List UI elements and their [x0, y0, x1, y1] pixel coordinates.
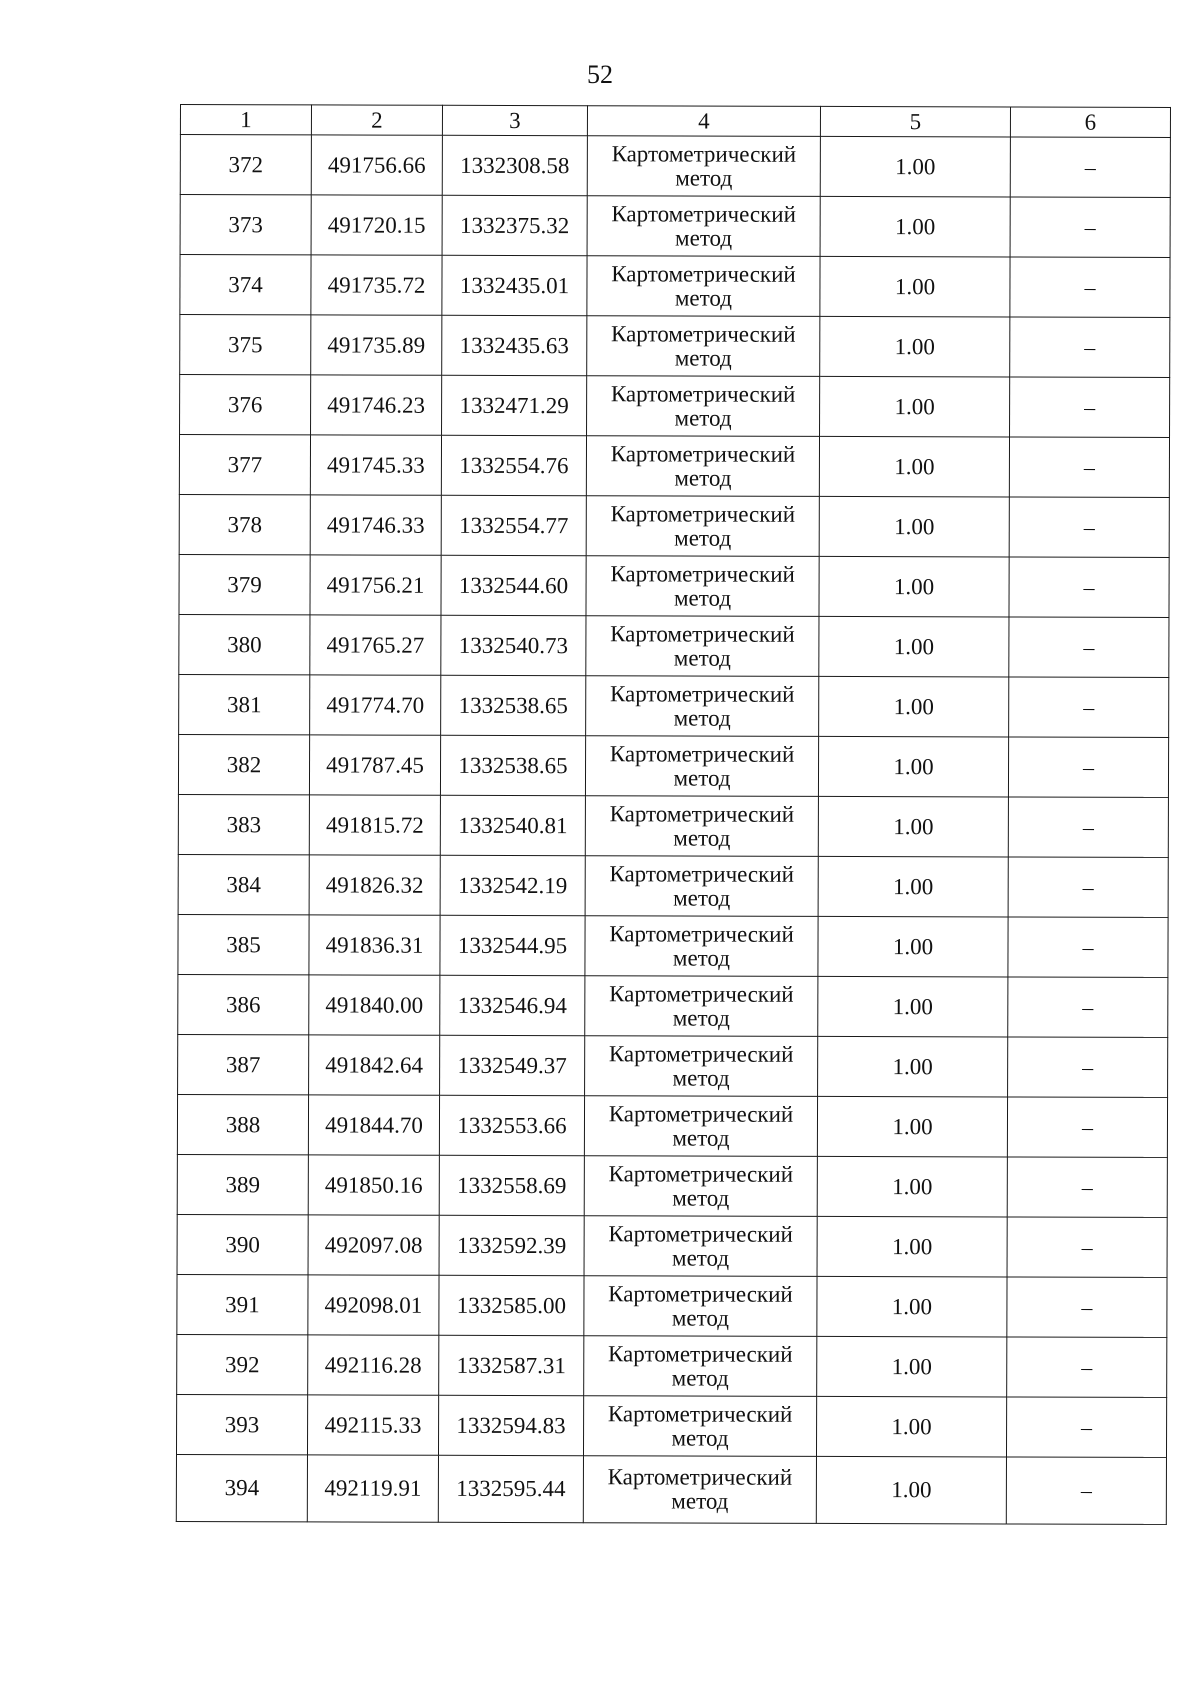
point-number-cell: 373: [180, 195, 311, 255]
accuracy-cell: 1.00: [819, 616, 1009, 677]
header-col-5: 5: [820, 106, 1010, 137]
y-coordinate-cell: 1332540.81: [440, 795, 585, 855]
note-cell: –: [1010, 137, 1170, 197]
method-cell: [587, 256, 820, 317]
point-number-cell: 378: [179, 494, 310, 554]
x-coordinate-cell: 491787.45: [309, 735, 440, 795]
header-col-3: 3: [442, 105, 587, 135]
table-row: [179, 674, 1169, 737]
method-line-2: метод: [673, 644, 731, 671]
x-coordinate-cell: 491756.66: [311, 135, 442, 195]
method-cell: [587, 316, 820, 377]
method-line-1: Картометрический: [609, 680, 795, 707]
y-coordinate-cell: 1332308.58: [442, 135, 587, 195]
table-row: [180, 135, 1170, 198]
method-line-2: метод: [671, 1304, 729, 1331]
note-cell: –: [1007, 1217, 1167, 1277]
accuracy-cell: 1.00: [820, 316, 1010, 377]
y-coordinate-cell: 1332544.60: [441, 555, 586, 615]
x-coordinate-cell: 491735.89: [311, 315, 442, 375]
method-cell: [585, 796, 818, 857]
note-cell: –: [1010, 377, 1170, 437]
method-line-2: метод: [674, 344, 732, 371]
method-cell: [587, 136, 820, 197]
method-line-1: Картометрический: [608, 1280, 793, 1307]
accuracy-cell: 1.00: [818, 856, 1008, 917]
note-cell: –: [1006, 1397, 1166, 1457]
header-col-4: 4: [587, 106, 820, 137]
method-line-2: метод: [675, 224, 733, 251]
note-cell: –: [1010, 257, 1170, 317]
method-cell: [584, 1156, 817, 1217]
method-cell: [587, 196, 820, 257]
method-cell: [585, 976, 818, 1037]
method-line-2: метод: [673, 704, 731, 731]
x-coordinate-cell: 491815.72: [309, 795, 440, 855]
point-number-cell: 380: [179, 614, 310, 674]
method-cell: [585, 1036, 818, 1097]
y-coordinate-cell: 1332554.76: [441, 435, 586, 495]
accuracy-cell: 1.00: [818, 736, 1008, 797]
point-number-cell: 384: [178, 854, 309, 914]
point-number-cell: 381: [179, 674, 310, 734]
y-coordinate-cell: 1332542.19: [440, 855, 585, 915]
method-line-2: метод: [671, 1364, 729, 1391]
note-cell: –: [1009, 677, 1169, 737]
method-line-1: Картометрический: [607, 1464, 793, 1490]
table-row: [180, 375, 1170, 438]
method-line-1: Картометрический: [611, 260, 796, 287]
point-number-cell: 392: [177, 1334, 308, 1394]
y-coordinate-cell: 1332375.32: [442, 195, 587, 255]
note-cell: –: [1008, 917, 1168, 977]
x-coordinate-cell: 491746.23: [311, 375, 442, 435]
point-number-cell: 382: [178, 734, 309, 794]
y-coordinate-cell: 1332585.00: [439, 1275, 584, 1335]
accuracy-cell: 1.00: [817, 1156, 1007, 1217]
note-cell: –: [1008, 797, 1168, 857]
method-line-1: Картометрический: [610, 440, 796, 467]
method-line-2: метод: [672, 1064, 730, 1091]
point-number-cell: 385: [178, 914, 309, 974]
accuracy-cell: 1.00: [819, 676, 1009, 737]
accuracy-cell: 1.00: [819, 496, 1009, 557]
x-coordinate-cell: 492116.28: [308, 1335, 439, 1395]
table-row: [176, 1394, 1166, 1457]
method-cell: [586, 436, 819, 497]
table-row: [179, 494, 1169, 557]
table-row: [180, 315, 1170, 378]
y-coordinate-cell: 1332553.66: [439, 1095, 584, 1155]
note-cell: –: [1007, 1277, 1167, 1337]
point-number-cell: 393: [176, 1394, 307, 1454]
note-cell: –: [1007, 1337, 1167, 1397]
point-number-cell: 376: [180, 375, 311, 435]
y-coordinate-cell: 1332546.94: [440, 975, 585, 1035]
method-line-1: Картометрический: [610, 380, 796, 407]
method-cell: [583, 1396, 816, 1457]
accuracy-cell: 1.00: [819, 436, 1009, 497]
method-cell: [585, 736, 818, 797]
point-number-cell: 386: [178, 974, 309, 1034]
x-coordinate-cell: 492098.01: [308, 1275, 439, 1335]
method-cell: [584, 1336, 817, 1397]
y-coordinate-cell: 1332554.77: [441, 495, 586, 555]
note-cell: –: [1009, 437, 1169, 497]
table-row: [180, 195, 1170, 258]
accuracy-cell: 1.00: [820, 196, 1010, 257]
method-line-1: Картометрический: [609, 800, 795, 827]
y-coordinate-cell: 1332587.31: [439, 1335, 584, 1395]
accuracy-cell: 1.00: [817, 1276, 1007, 1337]
method-cell: [587, 376, 820, 437]
point-number-cell: 391: [177, 1274, 308, 1334]
method-cell: [585, 856, 818, 917]
accuracy-cell: 1.00: [817, 1216, 1007, 1277]
note-cell: –: [1008, 977, 1168, 1037]
table-row: [177, 1334, 1167, 1397]
method-cell: [584, 1216, 817, 1277]
accuracy-cell: 1.00: [818, 976, 1008, 1037]
method-line-1: Картометрический: [608, 1220, 793, 1247]
table-row: [178, 914, 1168, 977]
accuracy-cell: 1.00: [817, 1096, 1007, 1157]
point-number-cell: 387: [178, 1034, 309, 1094]
table-row: [178, 974, 1168, 1037]
header-col-1: 1: [180, 105, 311, 135]
method-cell: [586, 556, 819, 617]
method-cell: [584, 1096, 817, 1157]
accuracy-cell: 1.00: [820, 136, 1010, 197]
method-line-1: Картометрический: [610, 500, 796, 527]
note-cell: –: [1010, 317, 1170, 377]
method-line-2: метод: [674, 464, 732, 491]
table-row: [179, 614, 1169, 677]
x-coordinate-cell: 492097.08: [308, 1215, 439, 1275]
y-coordinate-cell: 1332592.39: [439, 1215, 584, 1275]
method-line-2: метод: [671, 1424, 729, 1451]
y-coordinate-cell: 1332594.83: [438, 1395, 583, 1455]
y-coordinate-cell: 1332540.73: [441, 615, 586, 675]
method-line-2: метод: [672, 944, 731, 971]
table-row: [177, 1154, 1167, 1217]
y-coordinate-cell: 1332435.63: [442, 315, 587, 375]
x-coordinate-cell: 491720.15: [311, 195, 442, 255]
method-cell: [585, 916, 818, 977]
note-cell: –: [1007, 1157, 1167, 1217]
note-cell: –: [1009, 557, 1169, 617]
x-coordinate-cell: 491826.32: [309, 855, 440, 915]
accuracy-cell: 1.00: [817, 1336, 1007, 1397]
method-line-1: Картометрический: [607, 1340, 793, 1367]
point-number-cell: 379: [179, 554, 310, 614]
x-coordinate-cell: 492119.91: [307, 1455, 438, 1522]
accuracy-cell: 1.00: [818, 1036, 1008, 1097]
table-row: [179, 554, 1169, 617]
method-line-2: метод: [671, 1488, 729, 1514]
table-row: [179, 435, 1169, 498]
y-coordinate-cell: 1332538.65: [440, 735, 585, 795]
note-cell: –: [1006, 1457, 1166, 1524]
method-line-2: метод: [675, 164, 733, 191]
y-coordinate-cell: 1332549.37: [440, 1035, 585, 1095]
point-number-cell: 374: [180, 255, 311, 315]
table-row: [178, 1034, 1168, 1097]
method-cell: [586, 496, 819, 557]
point-number-cell: 377: [179, 435, 310, 495]
method-line-2: метод: [672, 1004, 730, 1031]
coordinates-table: [176, 104, 1171, 1525]
note-cell: –: [1009, 617, 1169, 677]
note-cell: –: [1010, 197, 1170, 257]
header-col-6: 6: [1010, 107, 1170, 137]
note-cell: –: [1008, 737, 1168, 797]
method-line-2: метод: [673, 884, 731, 911]
table-row: [178, 734, 1168, 797]
method-line-2: метод: [672, 1184, 730, 1211]
method-line-1: Картометрический: [607, 1400, 793, 1427]
x-coordinate-cell: 491735.72: [311, 255, 442, 315]
page-number: 52: [587, 60, 613, 89]
table-row: [177, 1274, 1167, 1337]
note-cell: –: [1008, 1037, 1168, 1097]
method-line-2: метод: [672, 1124, 730, 1151]
x-coordinate-cell: 491774.70: [310, 675, 441, 735]
x-coordinate-cell: 491765.27: [310, 615, 441, 675]
method-line-1: Картометрический: [609, 920, 794, 947]
method-line-1: Картометрический: [611, 320, 796, 347]
x-coordinate-cell: 491745.33: [310, 435, 441, 495]
table-row: [177, 1214, 1167, 1277]
accuracy-cell: 1.00: [820, 376, 1010, 437]
accuracy-cell: 1.00: [820, 256, 1010, 317]
point-number-cell: 390: [177, 1214, 308, 1274]
y-coordinate-cell: 1332595.44: [438, 1455, 583, 1522]
x-coordinate-cell: 492115.33: [307, 1395, 438, 1455]
note-cell: –: [1008, 857, 1168, 917]
note-cell: –: [1007, 1097, 1167, 1157]
table-body: [176, 135, 1170, 1525]
method-line-1: Картометрический: [608, 1040, 794, 1067]
y-coordinate-cell: 1332435.01: [442, 255, 587, 315]
x-coordinate-cell: 491756.21: [310, 555, 441, 615]
method-line-2: метод: [674, 284, 732, 311]
accuracy-cell: 1.00: [819, 556, 1009, 617]
method-line-2: метод: [672, 1244, 730, 1271]
header-col-2: 2: [311, 105, 442, 135]
method-line-2: метод: [673, 824, 731, 851]
method-cell: [586, 676, 819, 737]
accuracy-cell: 1.00: [818, 796, 1008, 857]
table-row: [180, 255, 1170, 318]
method-line-2: метод: [673, 764, 731, 791]
table-row: [178, 854, 1168, 917]
x-coordinate-cell: 491850.16: [308, 1155, 439, 1215]
method-cell: [584, 1276, 817, 1337]
table-row: [178, 794, 1168, 857]
method-line-1: Картометрический: [608, 1100, 794, 1127]
method-line-1: Картометрический: [609, 740, 795, 767]
point-number-cell: 394: [176, 1454, 307, 1521]
table-row: [176, 1454, 1166, 1524]
method-cell: [586, 616, 819, 677]
point-number-cell: 375: [180, 315, 311, 375]
point-number-cell: 383: [178, 794, 309, 854]
y-coordinate-cell: 1332538.65: [441, 675, 586, 735]
table-header-row: [180, 105, 1170, 138]
method-line-1: Картометрический: [610, 620, 795, 647]
accuracy-cell: 1.00: [816, 1396, 1006, 1457]
x-coordinate-cell: 491844.70: [308, 1095, 439, 1155]
point-number-cell: 389: [177, 1154, 308, 1214]
method-line-1: Картометрический: [611, 140, 797, 167]
method-line-2: метод: [673, 584, 732, 611]
point-number-cell: 388: [177, 1094, 308, 1154]
note-cell: –: [1009, 497, 1169, 557]
method-line-1: Картометрический: [609, 860, 795, 887]
accuracy-cell: 1.00: [818, 916, 1008, 977]
point-number-cell: 372: [180, 135, 311, 195]
accuracy-cell: 1.00: [816, 1456, 1006, 1524]
method-line-1: Картометрический: [611, 200, 796, 227]
method-line-2: метод: [674, 404, 732, 431]
x-coordinate-cell: 491842.64: [309, 1035, 440, 1095]
table-row: [177, 1094, 1167, 1157]
x-coordinate-cell: 491836.31: [309, 915, 440, 975]
method-line-1: Картометрический: [608, 1160, 794, 1187]
method-cell: [583, 1456, 816, 1524]
y-coordinate-cell: 1332471.29: [442, 375, 587, 435]
method-line-1: Картометрический: [610, 560, 795, 587]
method-line-1: Картометрический: [609, 980, 794, 1007]
y-coordinate-cell: 1332558.69: [439, 1155, 584, 1215]
y-coordinate-cell: 1332544.95: [440, 915, 585, 975]
x-coordinate-cell: 491840.00: [309, 975, 440, 1035]
x-coordinate-cell: 491746.33: [310, 495, 441, 555]
method-line-2: метод: [674, 524, 732, 551]
